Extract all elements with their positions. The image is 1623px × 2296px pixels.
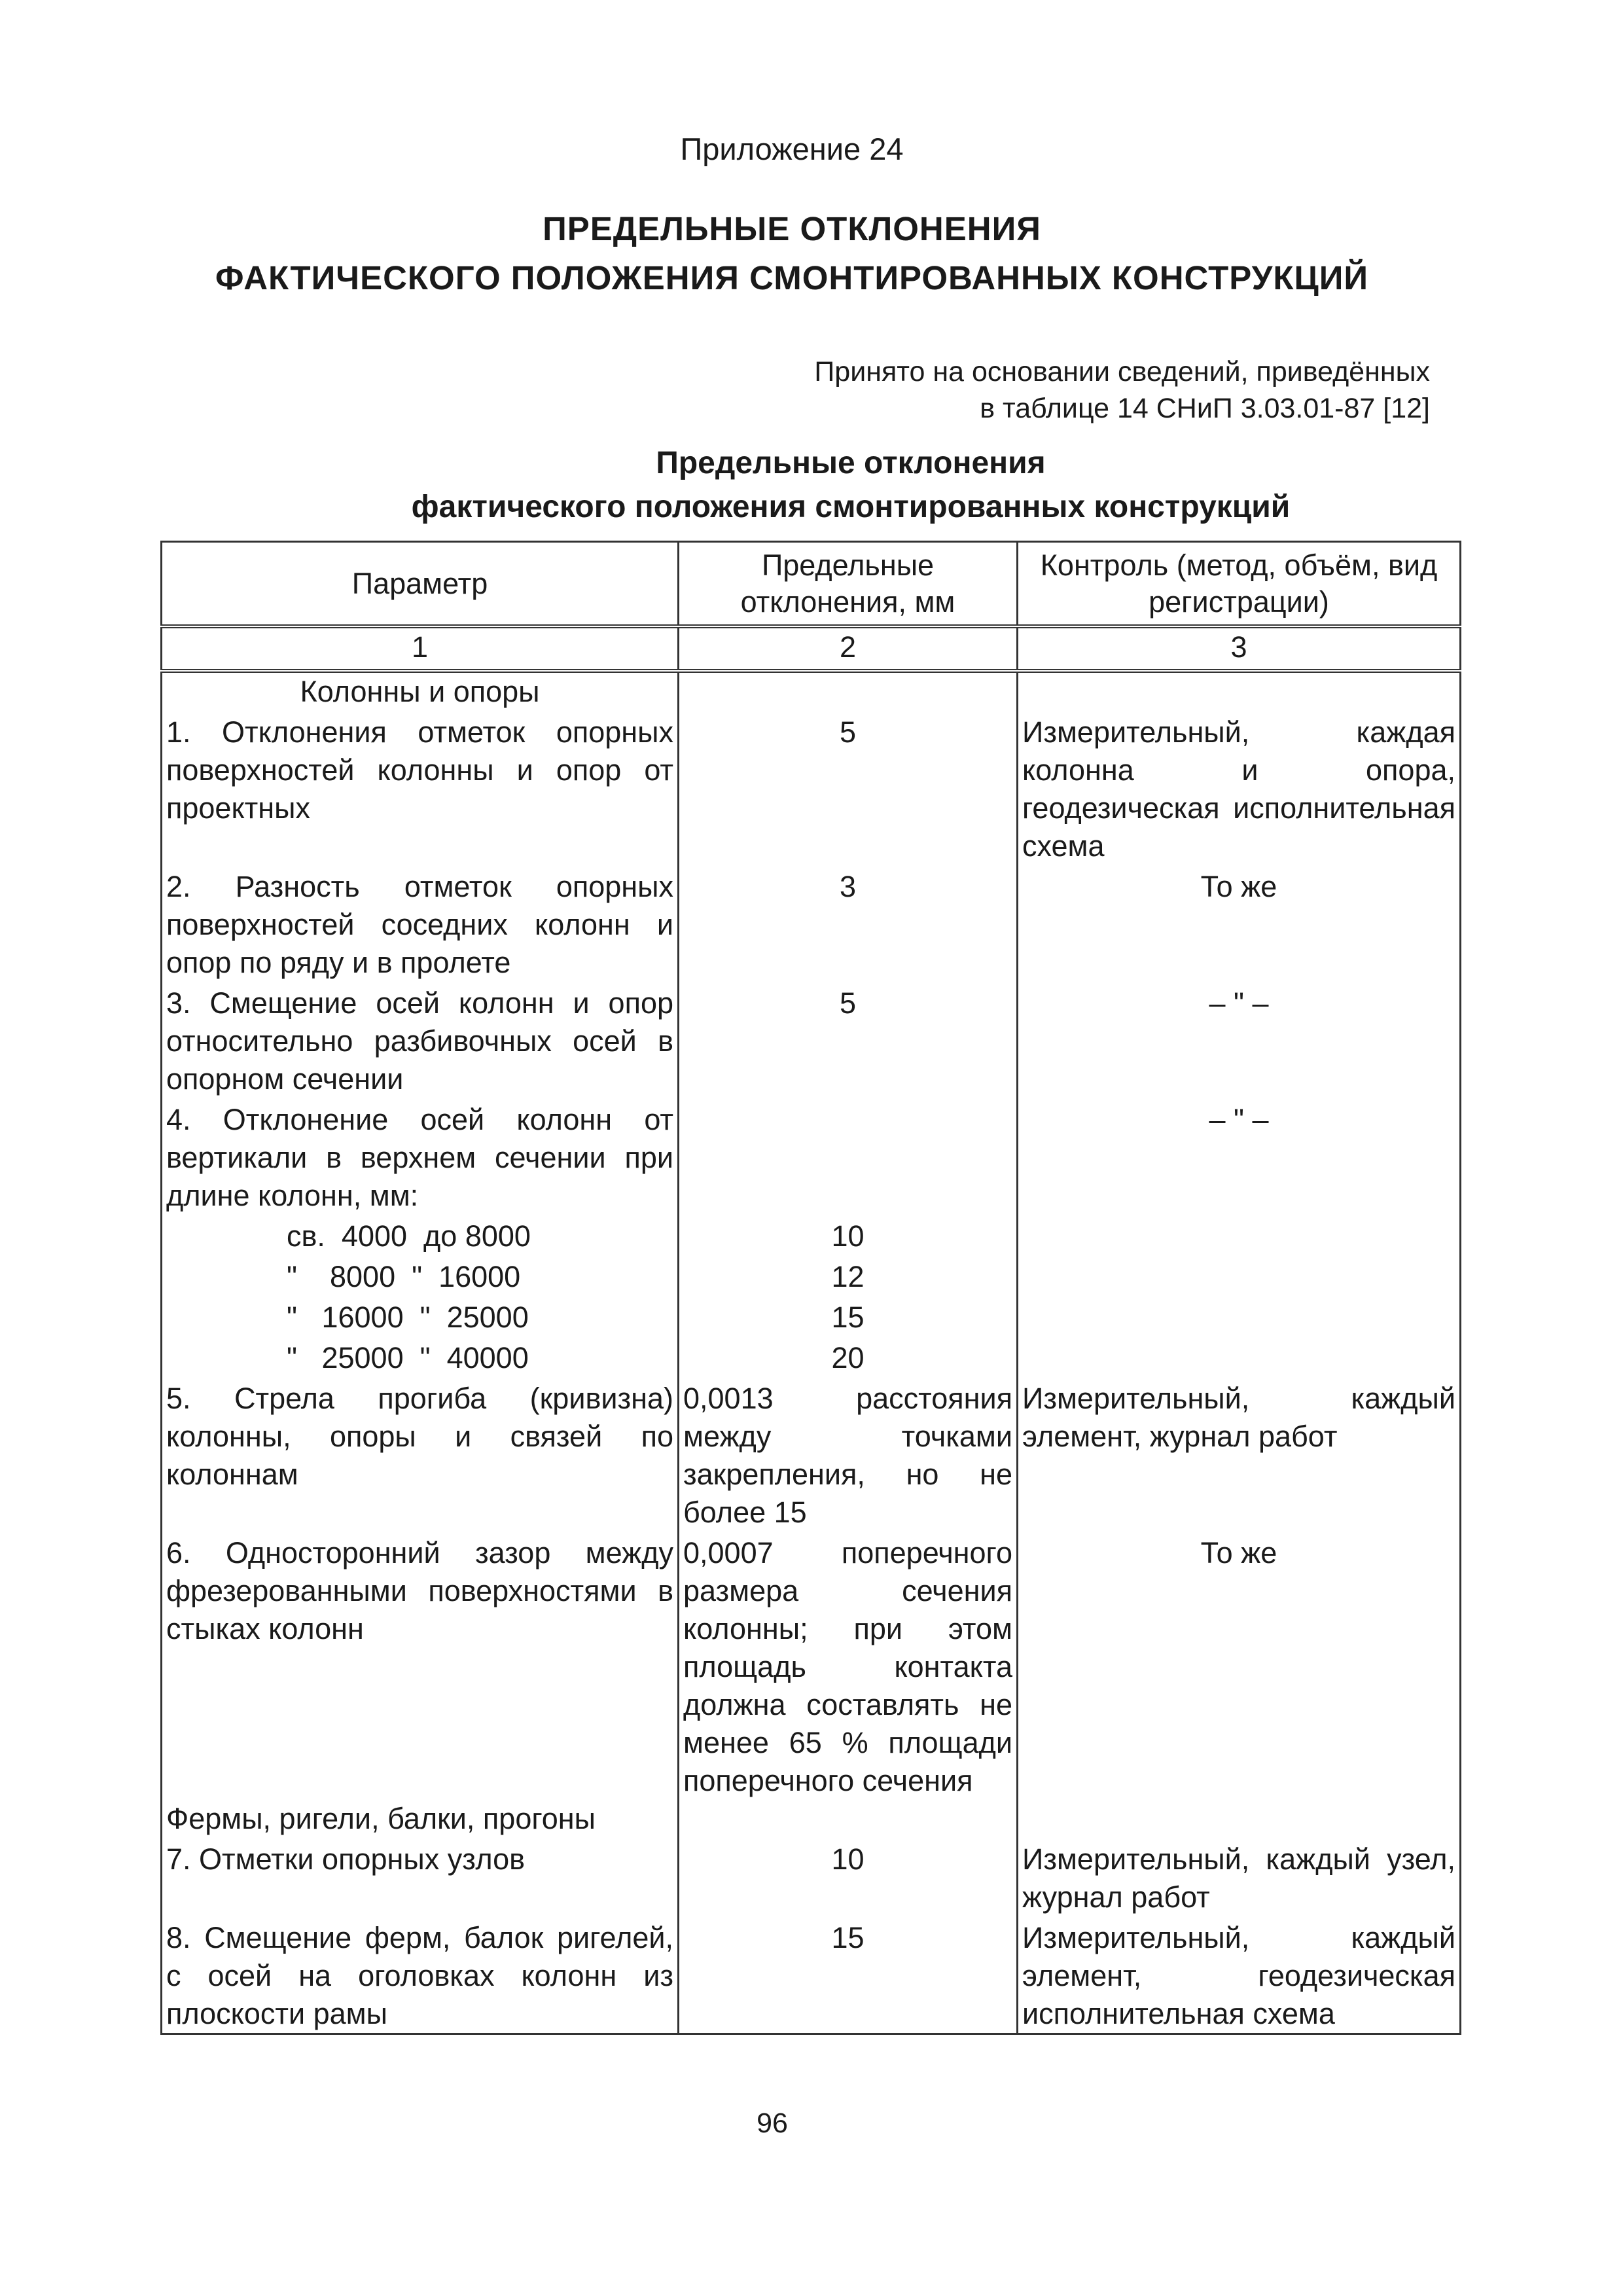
- table-row: [162, 1098, 1461, 1215]
- deviation-cell: 5: [679, 711, 1018, 865]
- deviation-cell: 0,0007 поперечного размера сечения колонны; при этом площадь контакта должна составлять не менее 65 % площади поперечного сечения: [679, 1532, 1018, 1800]
- control-cell: То же: [1018, 865, 1461, 982]
- param-cell: 8. Смещение ферм, балок ригелей, с осей на оголовках колонн из плоскости рамы: [162, 1916, 679, 2034]
- column-number: 2: [679, 626, 1018, 671]
- control-cell: Измерительный, каждый элемент, журнал работ: [1018, 1377, 1461, 1532]
- source-note-line-1: Принято на основании сведений, приведённых: [814, 356, 1430, 387]
- table-row: [162, 865, 1461, 982]
- control-cell: Измерительный, каждый узел, журнал работ: [1018, 1838, 1461, 1916]
- table-title-line-1: Предельные отклонения: [656, 446, 1046, 480]
- section-heading: Колонны и опоры: [162, 671, 679, 711]
- param-cell: 2. Разность отметок опорных поверхностей соседних колонн и опор по ряду и в пролете: [162, 865, 679, 982]
- section-row-trusses: [162, 1800, 1461, 1838]
- column-number-row: [162, 626, 1461, 671]
- column-number: 1: [162, 626, 679, 671]
- table-header-row: [162, 542, 1461, 627]
- deviation-cell: 15: [679, 1296, 1018, 1336]
- deviation-cell: 20: [679, 1336, 1018, 1377]
- deviation-cell: 10: [679, 1215, 1018, 1255]
- length-range-cell: " 25000 " 40000: [162, 1336, 679, 1377]
- deviation-cell: 0,0013 расстояния между точками закрепления, но не более 15: [679, 1377, 1018, 1532]
- param-cell: 7. Отметки опорных узлов: [162, 1838, 679, 1916]
- control-cell: – " –: [1018, 982, 1461, 1098]
- deviation-cell: 12: [679, 1255, 1018, 1296]
- table-title-line-2: фактического положения смонтированных конструкций: [411, 490, 1291, 524]
- column-header-control: Контроль (метод, объём, вид регистрации): [1018, 542, 1461, 627]
- control-cell: Измерительный, каждый элемент, геодезическая исполнительная схема: [1018, 1916, 1461, 2034]
- deviation-cell: 5: [679, 982, 1018, 1098]
- column-header-parameter: Параметр: [162, 542, 679, 627]
- length-range-cell: " 8000 " 16000: [162, 1255, 679, 1296]
- table-subrow: [162, 1296, 1461, 1336]
- page-title-line-2: ФАКТИЧЕСКОГО ПОЛОЖЕНИЯ СМОНТИРОВАННЫХ КОНСТРУКЦИЙ: [215, 259, 1369, 296]
- deviation-cell: [679, 1098, 1018, 1215]
- deviation-cell: 10: [679, 1838, 1018, 1916]
- page-title-line-1: ПРЕДЕЛЬНЫЕ ОТКЛОНЕНИЯ: [543, 210, 1041, 247]
- column-number: 3: [1018, 626, 1461, 671]
- table-row: [162, 1838, 1461, 1916]
- table-subrow: [162, 1336, 1461, 1377]
- table-subrow: [162, 1215, 1461, 1255]
- appendix-label: Приложение 24: [680, 132, 904, 166]
- table-row: [162, 1377, 1461, 1532]
- length-range-cell: св. 4000 до 8000: [162, 1215, 679, 1255]
- param-cell: 1. Отклонения отметок опорных поверхностей колонны и опор от проектных: [162, 711, 679, 865]
- control-cell: – " –: [1018, 1098, 1461, 1215]
- column-header-deviation: Предельные отклонения, мм: [679, 542, 1018, 627]
- source-note-line-2: в таблице 14 СНиП 3.03.01-87 [12]: [980, 393, 1430, 424]
- table-row: [162, 711, 1461, 865]
- table-row: [162, 1532, 1461, 1800]
- control-cell: Измерительный, каждая колонна и опора, геодезическая исполнительная схема: [1018, 711, 1461, 865]
- param-cell: 5. Стрела прогиба (кривизна) колонны, опоры и связей по колоннам: [162, 1377, 679, 1532]
- param-cell: 4. Отклонение осей колонн от вертикали в верхнем сечении при длине колонн, мм:: [162, 1098, 679, 1215]
- section-heading: Фермы, ригели, балки, прогоны: [162, 1800, 679, 1838]
- page-number: 96: [757, 2108, 788, 2139]
- length-range-cell: " 16000 " 25000: [162, 1296, 679, 1336]
- table-row: [162, 1916, 1461, 2034]
- param-cell: 6. Односторонний зазор между фрезерованными поверхностями в стыках колонн: [162, 1532, 679, 1800]
- section-row-columns: [162, 671, 1461, 711]
- table-subrow: [162, 1255, 1461, 1296]
- deviation-cell: 15: [679, 1916, 1018, 2034]
- source-note: [776, 353, 1430, 427]
- table-row: [162, 982, 1461, 1098]
- control-cell: То же: [1018, 1532, 1461, 1800]
- deviations-table: [160, 541, 1461, 2035]
- param-cell: 3. Смещение осей колонн и опор относительно разбивочных осей в опорном сечении: [162, 982, 679, 1098]
- deviation-cell: 3: [679, 865, 1018, 982]
